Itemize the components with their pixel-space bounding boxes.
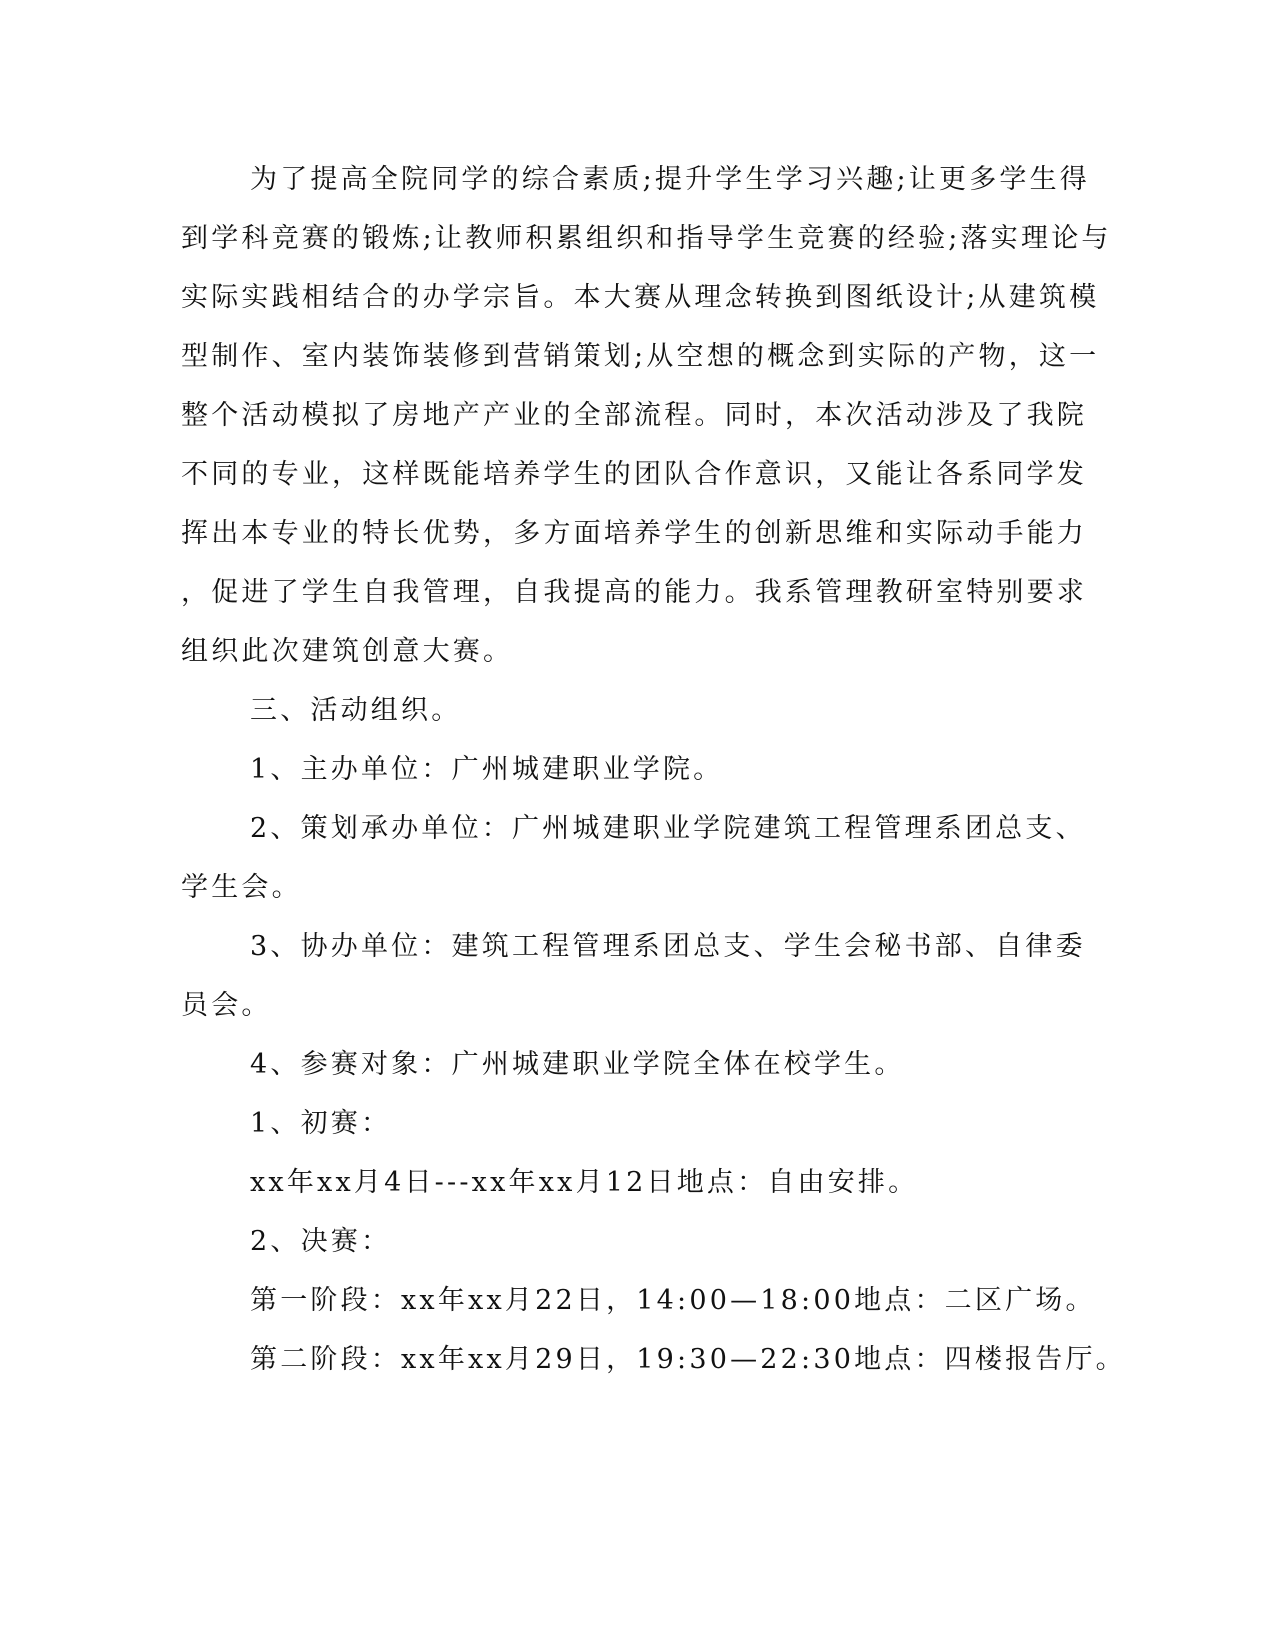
intro-text-8: ，促进了学生自我管理，自我提高的能力。我系管理教研室特别要求 (181, 577, 1087, 608)
section-heading: 三、活动组织。 (250, 695, 462, 726)
participants-line (0, 1045, 1275, 1085)
coorganizer-text-2: 员会。 (181, 990, 272, 1021)
intro-line-8 (0, 573, 1275, 613)
section-heading-line (0, 691, 1275, 731)
coorganizer-line-2 (0, 986, 1275, 1026)
final-stage1: 第一阶段：xx年xx月22日，14:00—18:00地点：二区广场。 (250, 1285, 1096, 1316)
intro-line-5 (0, 396, 1275, 436)
intro-line-4 (0, 337, 1275, 377)
preliminary-heading-line (0, 1104, 1275, 1144)
intro-line-1 (0, 160, 1275, 200)
organizer-line-2 (0, 868, 1275, 908)
organizer-text-2: 学生会。 (181, 872, 302, 903)
final-stage2: 第二阶段：xx年xx月29日，19:30—22:30地点：四楼报告厅。 (250, 1344, 1126, 1375)
intro-line-7 (0, 514, 1275, 554)
final-stage1-line (0, 1281, 1275, 1321)
intro-line-3 (0, 278, 1275, 318)
preliminary-heading: 1、初赛： (250, 1108, 392, 1139)
preliminary-detail-line (0, 1163, 1275, 1203)
intro-line-6 (0, 455, 1275, 495)
intro-text-3: 实际实践相结合的办学宗旨。本大赛从理念转换到图纸设计;从建筑模 (181, 282, 1100, 313)
participants-text: 4、参赛对象：广州城建职业学院全体在校学生。 (250, 1049, 905, 1080)
intro-text-9: 组织此次建筑创意大赛。 (181, 636, 514, 667)
final-stage2-line (0, 1340, 1275, 1380)
organizer-text-1: 2、策划承办单位：广州城建职业学院建筑工程管理系团总支、 (250, 813, 1086, 844)
organizer-line-1 (0, 809, 1275, 849)
final-heading: 2、决赛： (250, 1226, 392, 1257)
coorganizer-line-1 (0, 927, 1275, 967)
intro-text-5: 整个活动模拟了房地产产业的全部流程。同时，本次活动涉及了我院 (181, 400, 1087, 431)
intro-text-2: 到学科竞赛的锻炼;让教师积累组织和指导学生竞赛的经验;落实理论与 (181, 223, 1112, 254)
intro-text-4: 型制作、室内装饰装修到营销策划;从空想的概念到实际的产物，这一 (181, 341, 1100, 372)
preliminary-detail: xx年xx月4日---xx年xx月12日地点：自由安排。 (250, 1167, 919, 1198)
intro-line-9 (0, 632, 1275, 672)
intro-line-2 (0, 219, 1275, 259)
intro-text-7: 挥出本专业的特长优势，多方面培养学生的创新思维和实际动手能力 (181, 518, 1087, 549)
intro-text-6: 不同的专业，这样既能培养学生的团队合作意识，又能让各系同学发 (181, 459, 1087, 490)
host-text: 1、主办单位：广州城建职业学院。 (250, 754, 724, 785)
coorganizer-text-1: 3、协办单位：建筑工程管理系团总支、学生会秘书部、自律委 (250, 931, 1086, 962)
host-line (0, 750, 1275, 790)
intro-text-1: 为了提高全院同学的综合素质;提升学生学习兴趣;让更多学生得 (250, 164, 1090, 195)
final-heading-line (0, 1222, 1275, 1262)
